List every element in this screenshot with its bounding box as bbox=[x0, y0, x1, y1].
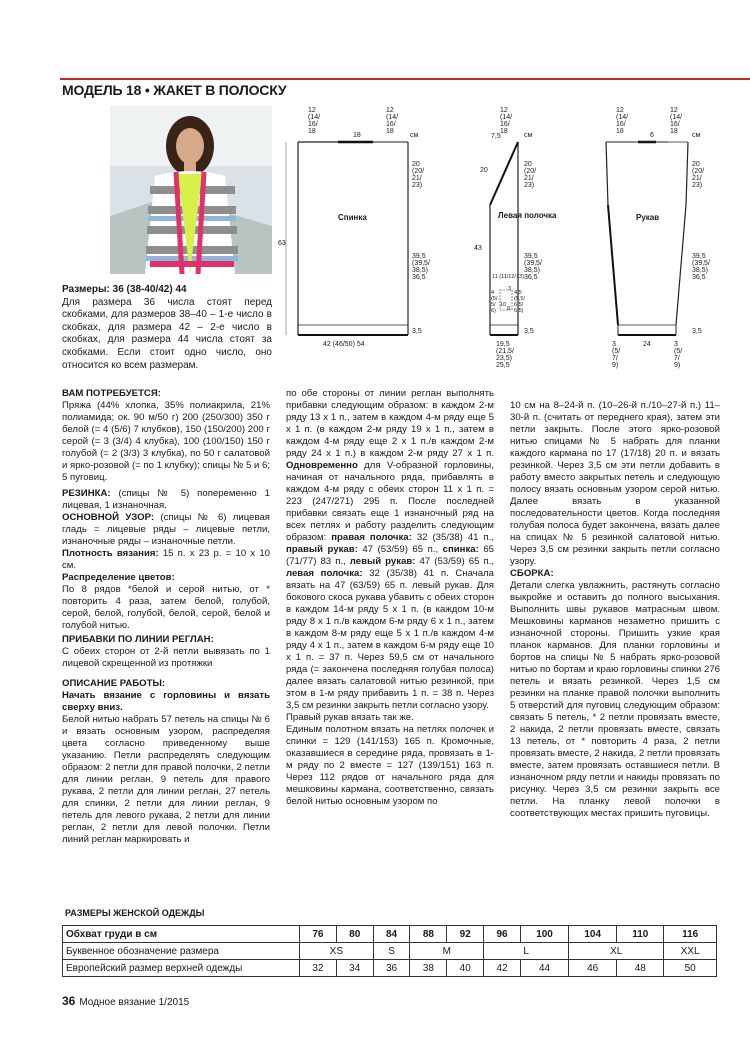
page-number: 36 bbox=[62, 994, 76, 1008]
back-top-right-3: 18 bbox=[386, 128, 394, 135]
front-pocket-right-1: (5,5/ bbox=[514, 296, 526, 302]
back-top-left-1: (14/ bbox=[308, 114, 321, 121]
sleeve-raglan-2: 21/ bbox=[692, 175, 702, 182]
sleeve-top-right-1: (14/ bbox=[670, 114, 683, 121]
left-sleeve-label: левый рукав: bbox=[349, 556, 416, 567]
sleeve-raglan-0: 20 bbox=[692, 161, 700, 168]
need-heading: ВАМ ПОТРЕБУЕТСЯ: bbox=[62, 388, 161, 399]
back-top-right-2: 16/ bbox=[386, 121, 396, 128]
back-top-left-2: 16/ bbox=[308, 121, 318, 128]
table-cell: 104 bbox=[569, 926, 617, 943]
col2-p1b: для V-образной горловины, начиная от начального ряда, прибавлять в каждом 4-м ряду с обеих сторон 11 х 1 п. = 223 (247/271) 295 п. После последней прибавки связать еще 1 изнаночный ряд на всех петлях и работу разделить следующим образом: bbox=[286, 460, 494, 543]
front-pocket-left-2: 5/ bbox=[491, 302, 496, 308]
size-table bbox=[62, 925, 717, 977]
back-top-left-0: 12 bbox=[308, 107, 316, 114]
raglan-heading: ПРИБАВКИ ПО ЛИНИИ РЕГЛАН: bbox=[62, 634, 214, 645]
front-raglan-1: (20/ bbox=[524, 168, 537, 175]
rib-text: (спицы № 5) попеременно 1 лицевая, 1 изнаночная. bbox=[62, 488, 270, 511]
front-side-0: 39,5 bbox=[524, 253, 538, 260]
sleeve-top-left-2: 16/ bbox=[616, 121, 626, 128]
front-side-1: (39,5/ bbox=[524, 260, 542, 267]
main-pattern-text: (спицы № 6) лицевая гладь = лицевые ряды – лицевые петли, изнаночные ряды – изнаночные петли. bbox=[62, 512, 270, 547]
front-pocket-h1: 3 bbox=[508, 286, 512, 292]
raglan-text: С обеих сторон от 2-й петли вывязать по 1 лицевой скрещенной из протяжки bbox=[62, 646, 270, 669]
back-side-0: 39,5 bbox=[412, 253, 426, 260]
sleeve-side-3: 36,5 bbox=[692, 274, 706, 281]
sleeve-top-right-3: 18 bbox=[670, 128, 678, 135]
sleeve-raglan-3: 23) bbox=[692, 182, 703, 189]
col2-p1: по обе стороны от линии реглан выполнять прибавки следующим образом: в каждом 2-м ряду 13 х 1 п., затем в каждом 4-м ряду еще 5 х 1 п. (в каждом 2-м ряду 19 х 1 п., затем в каждом 4-м ряду еще 2 х 1 п./в каждом 2-м ряду 24 х 1 п.) в каждом 2-м ряду 27 х 1 п. bbox=[286, 388, 494, 459]
magazine-name: Модное вязание 1/2015 bbox=[79, 997, 190, 1008]
sleeve-top-right-2: 16/ bbox=[670, 121, 680, 128]
table-cell: 36 bbox=[373, 960, 410, 977]
back-part-text: 65 (71/77) 83 п., bbox=[286, 544, 494, 567]
front-top-right-3: 18 bbox=[500, 128, 508, 135]
table-cell: 44 bbox=[520, 960, 568, 977]
sleeve-bottom-right-2: 7/ bbox=[674, 355, 680, 362]
table-cell: 80 bbox=[336, 926, 373, 943]
size-table-caption: РАЗМЕРЫ ЖЕНСКОЙ ОДЕЖДЫ bbox=[65, 908, 205, 918]
right-front-text: 32 (35/38) 41 п., bbox=[411, 532, 494, 543]
front-neck: 20 bbox=[480, 167, 488, 174]
front-side-3: 36,5 bbox=[524, 274, 538, 281]
back-raglan-0: 20 bbox=[412, 161, 420, 168]
column-3 bbox=[510, 400, 720, 820]
col3-p1: 10 см на 8–24-й п. (10–26-й п./10–27-й п.) 11–30-й п. (считать от переднего края), затем эти петли закрыть. После этого ярко-розовой нитью спицами № 5 набрать для планки каждого кармана по 17 (17/18) 20 п. и вязать резинкой. Через 3,5 см эти петли добавить в работу вместо закрытых петель и следующую полосу вязать основным узором серой нитью. Далее вязать в указанной последовательности цветов. Когда последняя голубая полоса будет закончена, вязать далее на спицах № 5 резинкой салатовой нитью. Через 3,5 см резинки закрыть петли согласно узору. bbox=[510, 400, 720, 567]
row-label: Европейский размер верхней одежды bbox=[63, 960, 300, 977]
header-rule bbox=[60, 78, 750, 80]
back-bottom: 42 (46/50) 54 bbox=[323, 341, 365, 348]
sleeve-side-0: 39,5 bbox=[692, 253, 706, 260]
schematics bbox=[278, 100, 748, 380]
table-cell: M bbox=[410, 943, 484, 960]
sleeve-side-2: 38,5) bbox=[692, 267, 708, 274]
density-heading: Плотность вязания: bbox=[62, 548, 159, 559]
table-cell: XXL bbox=[664, 943, 717, 960]
table-cell: 76 bbox=[300, 926, 337, 943]
sleeve-bottom-left-3: 9) bbox=[612, 362, 619, 369]
front-top-right-0: 12 bbox=[500, 107, 508, 114]
front-pocket-left-1: (5/ bbox=[491, 296, 498, 302]
start-heading: Начать вязание с горловины и вязать сверху вниз. bbox=[62, 690, 270, 713]
page-title: МОДЕЛЬ 18 • ЖАКЕТ В ПОЛОСКУ bbox=[62, 82, 287, 98]
left-front-text: 32 (35/38) 41 п. Сначала вязать на 47 (63/59) 65 п. левый рукав. Для бокового скоса рукава убавить с обеих сторон в каждом 14-м ряду 5 х 1 п. (в каждом 10-м ряду 8 х 1 п./в каждом 6-м ряду 6 х 1 п., затем в каждом 8-м ряду еще 5 х 1 п./в каждом 4-м ряду 4 х 1 п., затем в каждом 6-м ряду еще 10 х 1 п. = 37 п. Через 59,5 см от начального ряда (= закончена последняя голубая полоса) далее вязать салатовой нитью резинкой, при этом в 1-м ряду прибавить 1 п. = 38 п. Через 3,5 см резинки закрыть петли согласно узору. bbox=[286, 568, 494, 711]
sleeve-bottom-left-1: (5/ bbox=[612, 348, 621, 355]
table-cell: 100 bbox=[520, 926, 568, 943]
sizes-heading: Размеры: 36 (38-40/42) 44 bbox=[62, 284, 187, 295]
table-cell: 110 bbox=[617, 926, 664, 943]
back-unit: см bbox=[410, 132, 419, 139]
back-raglan-3: 23) bbox=[412, 182, 423, 189]
front-label: Левая полочка bbox=[498, 211, 557, 220]
density-text: 15 п. х 23 р. = 10 х 10 см. bbox=[62, 548, 270, 571]
front-raglan-2: 21/ bbox=[524, 175, 534, 182]
front-rib: 3,5 bbox=[524, 328, 534, 335]
schematic-sleeve bbox=[606, 107, 710, 369]
sleeve-raglan-1: (20/ bbox=[692, 168, 705, 175]
colors-text: По 8 рядов *белой и серой нитью, от * повторить 4 раза, затем белой, голубой, серой, белой, голубой, белой, серой, белой и голубой нитью. bbox=[62, 584, 270, 631]
sleeve-label: Рукав bbox=[636, 213, 660, 222]
right-sleeve-text: 47 (53/59) 65 п., bbox=[357, 544, 443, 555]
right-front-label: правая полочка: bbox=[331, 532, 412, 543]
column-1 bbox=[62, 388, 270, 846]
col2-p3: Единым полотном вязать на петлях полочек и спинки = 129 (141/153) 165 п. Кромочные, оказавшиеся в середине ряда, провязать в 1-м ряду по 2 вместе = 127 (139/151) 163 п. Через 112 рядов от начального ряда для мешковины кармана, соответственно, связать белой нитью основным узором по bbox=[286, 724, 494, 807]
right-sleeve-label: правый рукав: bbox=[286, 544, 358, 555]
table-cell: 38 bbox=[410, 960, 447, 977]
table-cell: 88 bbox=[410, 926, 447, 943]
sizes-text: Для размера 36 числа стоят перед скобками, для размеров 38–40 – 1-е число в скобках, для размера 42 – 2-е число в скобках, для размера 44 числа стоят за скобками. Если стоит одно число, оно относится ко всем размерам. bbox=[62, 296, 272, 371]
sleeve-rib: 3,5 bbox=[692, 328, 702, 335]
front-pocket-right-3: 6,5) bbox=[514, 308, 524, 314]
sleeve-bottom-right-1: (5/ bbox=[674, 348, 683, 355]
front-pocket-right-0: 4,5 bbox=[514, 290, 522, 296]
sleeve-top-left-1: (14/ bbox=[616, 114, 629, 121]
table-cell: 34 bbox=[336, 960, 373, 977]
sleeve-bottom: 24 bbox=[643, 341, 651, 348]
assembly-heading: СБОРКА: bbox=[510, 568, 554, 579]
sleeve-bottom-right-0: 3 bbox=[674, 341, 678, 348]
back-raglan-2: 21/ bbox=[412, 175, 422, 182]
front-top-right-2: 16/ bbox=[500, 121, 510, 128]
sleeve-bottom-right-3: 9) bbox=[674, 362, 681, 369]
col2-p2: Правый рукав вязать так же. bbox=[286, 712, 414, 723]
front-pocket-left-0: 4 bbox=[491, 290, 495, 296]
model-photo bbox=[110, 106, 272, 274]
table-cell: 48 bbox=[617, 960, 664, 977]
table-row bbox=[63, 943, 717, 960]
table-cell: 46 bbox=[569, 960, 617, 977]
front-side-2: 38,5) bbox=[524, 267, 540, 274]
sleeve-side-1: (39,5/ bbox=[692, 260, 710, 267]
front-top-left: 7,5 bbox=[491, 133, 501, 140]
table-cell: 116 bbox=[664, 926, 717, 943]
sleeve-top-right-0: 12 bbox=[670, 107, 678, 114]
back-height: 63 bbox=[278, 240, 286, 247]
back-top-left-3: 18 bbox=[308, 128, 316, 135]
table-cell: 40 bbox=[447, 960, 484, 977]
colors-heading: Распределение цветов: bbox=[62, 572, 175, 583]
table-row bbox=[63, 960, 717, 977]
assembly-text: Детали слегка увлажнить, растянуть согласно выкройке и оставить до полного высыхания. Выполнить швы рукавов матрасным швом. Мешковины карманов незаметно пришить с изнаночной стороны. Пришить узкие края планок карманов. Для планки горловины и бортов на спицы № 5 набрать ярко-розовой нитью по бортам и краю горловины спинки 276 петель и вязать резинкой. Через 1,5 см резинки на планке правой полочки выполнить 5 отверстий для пуговиц следующим образом: связать 5 петель, * 2 петли провязать вместе, 2 накида, 2 петли провязать вместе, связать 13 петель, от * повторить 4 раза, 2 петли провязать вместе, 2 накида, 2 петли провязать вместе, затем провязать оставшиеся петли. В изнаночном ряду петли и накиды провязать по рисунку. Через 3,5 см резинки закрыть все петли. На планку левой полочки в соответствующих местах пришить пуговицы. bbox=[510, 580, 720, 819]
desc-heading: ОПИСАНИЕ РАБОТЫ: bbox=[62, 678, 166, 689]
sleeve-unit: см bbox=[692, 132, 701, 139]
front-pocket-d: 8 bbox=[507, 306, 511, 312]
table-cell: 92 bbox=[447, 926, 484, 943]
schematic-left-front bbox=[474, 107, 557, 369]
back-side-3: 36,5 bbox=[412, 274, 426, 281]
front-bottom-1: (21,5/ bbox=[496, 348, 514, 355]
back-rib: 3,5 bbox=[412, 328, 422, 335]
back-top-mid: 18 bbox=[353, 132, 361, 139]
front-pocket-w: 11 (11/12/13) bbox=[492, 274, 524, 280]
front-bottom-0: 19,5 bbox=[496, 341, 510, 348]
front-raglan-3: 23) bbox=[524, 182, 535, 189]
main-pattern-heading: ОСНОВНОЙ УЗОР: bbox=[62, 512, 155, 523]
rib-heading: РЕЗИНКА: bbox=[62, 488, 111, 499]
table-cell: XS bbox=[300, 943, 374, 960]
back-top-right-0: 12 bbox=[386, 107, 394, 114]
row-label: Обхват груди в см bbox=[63, 926, 300, 943]
front-bottom-2: 23,5) bbox=[496, 355, 512, 362]
column-2 bbox=[286, 388, 494, 808]
back-top-right-1: (14/ bbox=[386, 114, 399, 121]
back-side-1: (39,5/ bbox=[412, 260, 430, 267]
front-pocket-right-2: 6,5/ bbox=[514, 302, 524, 308]
table-cell: 96 bbox=[484, 926, 521, 943]
front-pocket-mid: 10 bbox=[500, 302, 507, 308]
back-raglan-1: (20/ bbox=[412, 168, 425, 175]
start-text: Белой нитью набрать 57 петель на спицы № 6 и вязать основным узором, распределяя цвета согласно приведенному выше указанию. Петли распределять следующим образом: 2 петли для правой полочки, 2 петли для линии реглан, 9 петель для правого рукава, 2 петли для линии реглан, 27 петель для спинки, 2 петли для линии реглан, 9 петель для левого рукава, 2 петли для линии реглан, 2 петли для левой полочки. Петли линий реглан маркировать и bbox=[62, 714, 270, 845]
row-label: Буквенное обозначение размера bbox=[63, 943, 300, 960]
table-cell: 50 bbox=[664, 960, 717, 977]
sleeve-bottom-left-0: 3 bbox=[612, 341, 616, 348]
back-label: Спинка bbox=[338, 213, 367, 222]
sleeve-bottom-left-2: 7/ bbox=[612, 355, 618, 362]
table-cell: XL bbox=[569, 943, 664, 960]
table-row bbox=[63, 926, 717, 943]
sleeve-top-left-0: 12 bbox=[616, 107, 624, 114]
left-sleeve-text: 47 (53/59) 65 п., bbox=[415, 556, 494, 567]
front-bottom-3: 25,5 bbox=[496, 362, 510, 369]
sleeve-top-mid: 6 bbox=[650, 132, 654, 139]
col2-p1-bold: Одновременно bbox=[286, 460, 358, 471]
front-pocket-left-3: 6) bbox=[491, 308, 496, 314]
table-cell: 32 bbox=[300, 960, 337, 977]
schematic-back bbox=[278, 107, 430, 348]
table-cell: L bbox=[484, 943, 569, 960]
front-height: 43 bbox=[474, 245, 482, 252]
sleeve-top-left-3: 18 bbox=[616, 128, 624, 135]
left-front-label: левая полочка: bbox=[286, 568, 363, 579]
table-cell: S bbox=[373, 943, 410, 960]
table-cell: 84 bbox=[373, 926, 410, 943]
front-top-right-1: (14/ bbox=[500, 114, 513, 121]
front-raglan-0: 20 bbox=[524, 161, 532, 168]
page-footer bbox=[62, 994, 189, 1008]
back-part-label: спинка: bbox=[442, 544, 479, 555]
front-unit: см bbox=[524, 132, 533, 139]
table-cell: 42 bbox=[484, 960, 521, 977]
back-side-2: 38,5) bbox=[412, 267, 428, 274]
need-text: Пряжа (44% хлопка, 35% полиакрила, 21% полиамида; ок. 90 м/50 г) 200 (250/300) 350 г белой (= 4 (5/6) 7 клубков), 150 (150/200) 200 г серой (= 3 (3/4) 4 клубка), 100 (100/150) 150 г голубой (= 2 (3/3) 3 клубка), по 50 г салатовой и ярко-розовой (= по 1 клубку); спицы № 5 и 6; 5 пуговиц. bbox=[62, 400, 270, 483]
